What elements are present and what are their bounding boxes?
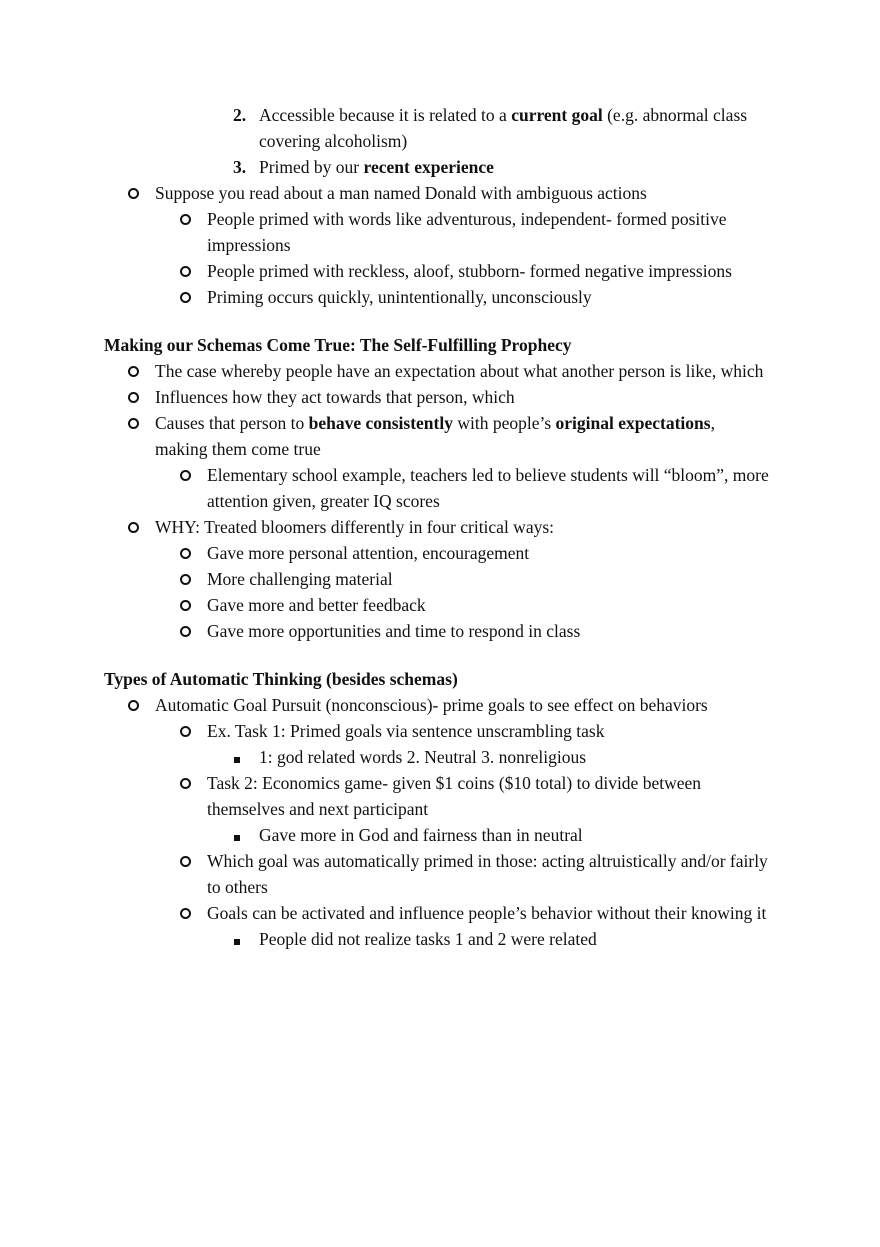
hollow-bullet-icon — [180, 284, 191, 310]
sub-bullet-item: More challenging material — [0, 566, 880, 592]
list-number: 2. — [233, 105, 247, 125]
sub-bullet-item: Ex. Task 1: Primed goals via sentence unscrambling task — [0, 718, 880, 744]
hollow-bullet-icon — [180, 258, 191, 284]
square-bullet-icon — [234, 926, 240, 952]
hollow-bullet-icon — [128, 358, 139, 384]
section-heading: Types of Automatic Thinking (besides schemas) — [104, 669, 458, 689]
bullet-item: The case whereby people have an expectation about what another person is like, which — [0, 358, 880, 384]
hollow-bullet-icon — [180, 718, 191, 744]
sub-bullet-item: People primed with words like adventurous, independent- formed positive impressions — [0, 206, 880, 258]
hollow-bullet-icon — [128, 514, 139, 540]
sub-bullet-item: Which goal was automatically primed in those: acting altruistically and/or fairly to others — [0, 848, 880, 900]
list-number: 3. — [233, 157, 247, 177]
square-bullet-icon — [234, 822, 240, 848]
hollow-bullet-icon — [128, 384, 139, 410]
hollow-bullet-icon — [180, 566, 191, 592]
sub-bullet-item: Priming occurs quickly, unintentionally, unconsciously — [0, 284, 880, 310]
sub-bullet-item: Goals can be activated and influence people’s behavior without their knowing it — [0, 900, 880, 926]
hollow-bullet-icon — [180, 206, 191, 232]
sub-bullet-item: Gave more and better feedback — [0, 592, 880, 618]
bullet-item: Influences how they act towards that person, which — [0, 384, 880, 410]
bullet-item: WHY: Treated bloomers differently in four critical ways: — [0, 514, 880, 540]
numbered-item-2: 2. Accessible because it is related to a current goal (e.g. abnormal class covering alcoholism) — [0, 102, 880, 154]
hollow-bullet-icon — [180, 848, 191, 874]
hollow-bullet-icon — [180, 592, 191, 618]
square-bullet-icon — [234, 744, 240, 770]
sub-sub-bullet-item: People did not realize tasks 1 and 2 were related — [0, 926, 880, 952]
hollow-bullet-icon — [128, 410, 139, 436]
sub-bullet-item: Elementary school example, teachers led to believe students will “bloom”, more attention given, greater IQ scores — [0, 462, 880, 514]
sub-sub-bullet-item: 1: god related words 2. Neutral 3. nonreligious — [0, 744, 880, 770]
hollow-bullet-icon — [180, 618, 191, 644]
hollow-bullet-icon — [128, 180, 139, 206]
hollow-bullet-icon — [180, 540, 191, 566]
bullet-item: Automatic Goal Pursuit (nonconscious)- prime goals to see effect on behaviors — [0, 692, 880, 718]
numbered-item-3: 3. Primed by our recent experience — [0, 154, 880, 180]
hollow-bullet-icon — [128, 692, 139, 718]
bullet-item: Suppose you read about a man named Donald with ambiguous actions — [0, 180, 880, 206]
sub-bullet-item: Task 2: Economics game- given $1 coins ($10 total) to divide between themselves and next participant — [0, 770, 880, 822]
sub-sub-bullet-item: Gave more in God and fairness than in neutral — [0, 822, 880, 848]
bullet-item: Causes that person to behave consistently with people’s original expectations, making them come true — [0, 410, 880, 462]
sub-bullet-item: Gave more opportunities and time to respond in class — [0, 618, 880, 644]
hollow-bullet-icon — [180, 462, 191, 488]
hollow-bullet-icon — [180, 900, 191, 926]
sub-bullet-item: Gave more personal attention, encouragement — [0, 540, 880, 566]
section-heading: Making our Schemas Come True: The Self-Fulfilling Prophecy — [104, 335, 572, 355]
sub-bullet-item: People primed with reckless, aloof, stubborn- formed negative impressions — [0, 258, 880, 284]
hollow-bullet-icon — [180, 770, 191, 796]
